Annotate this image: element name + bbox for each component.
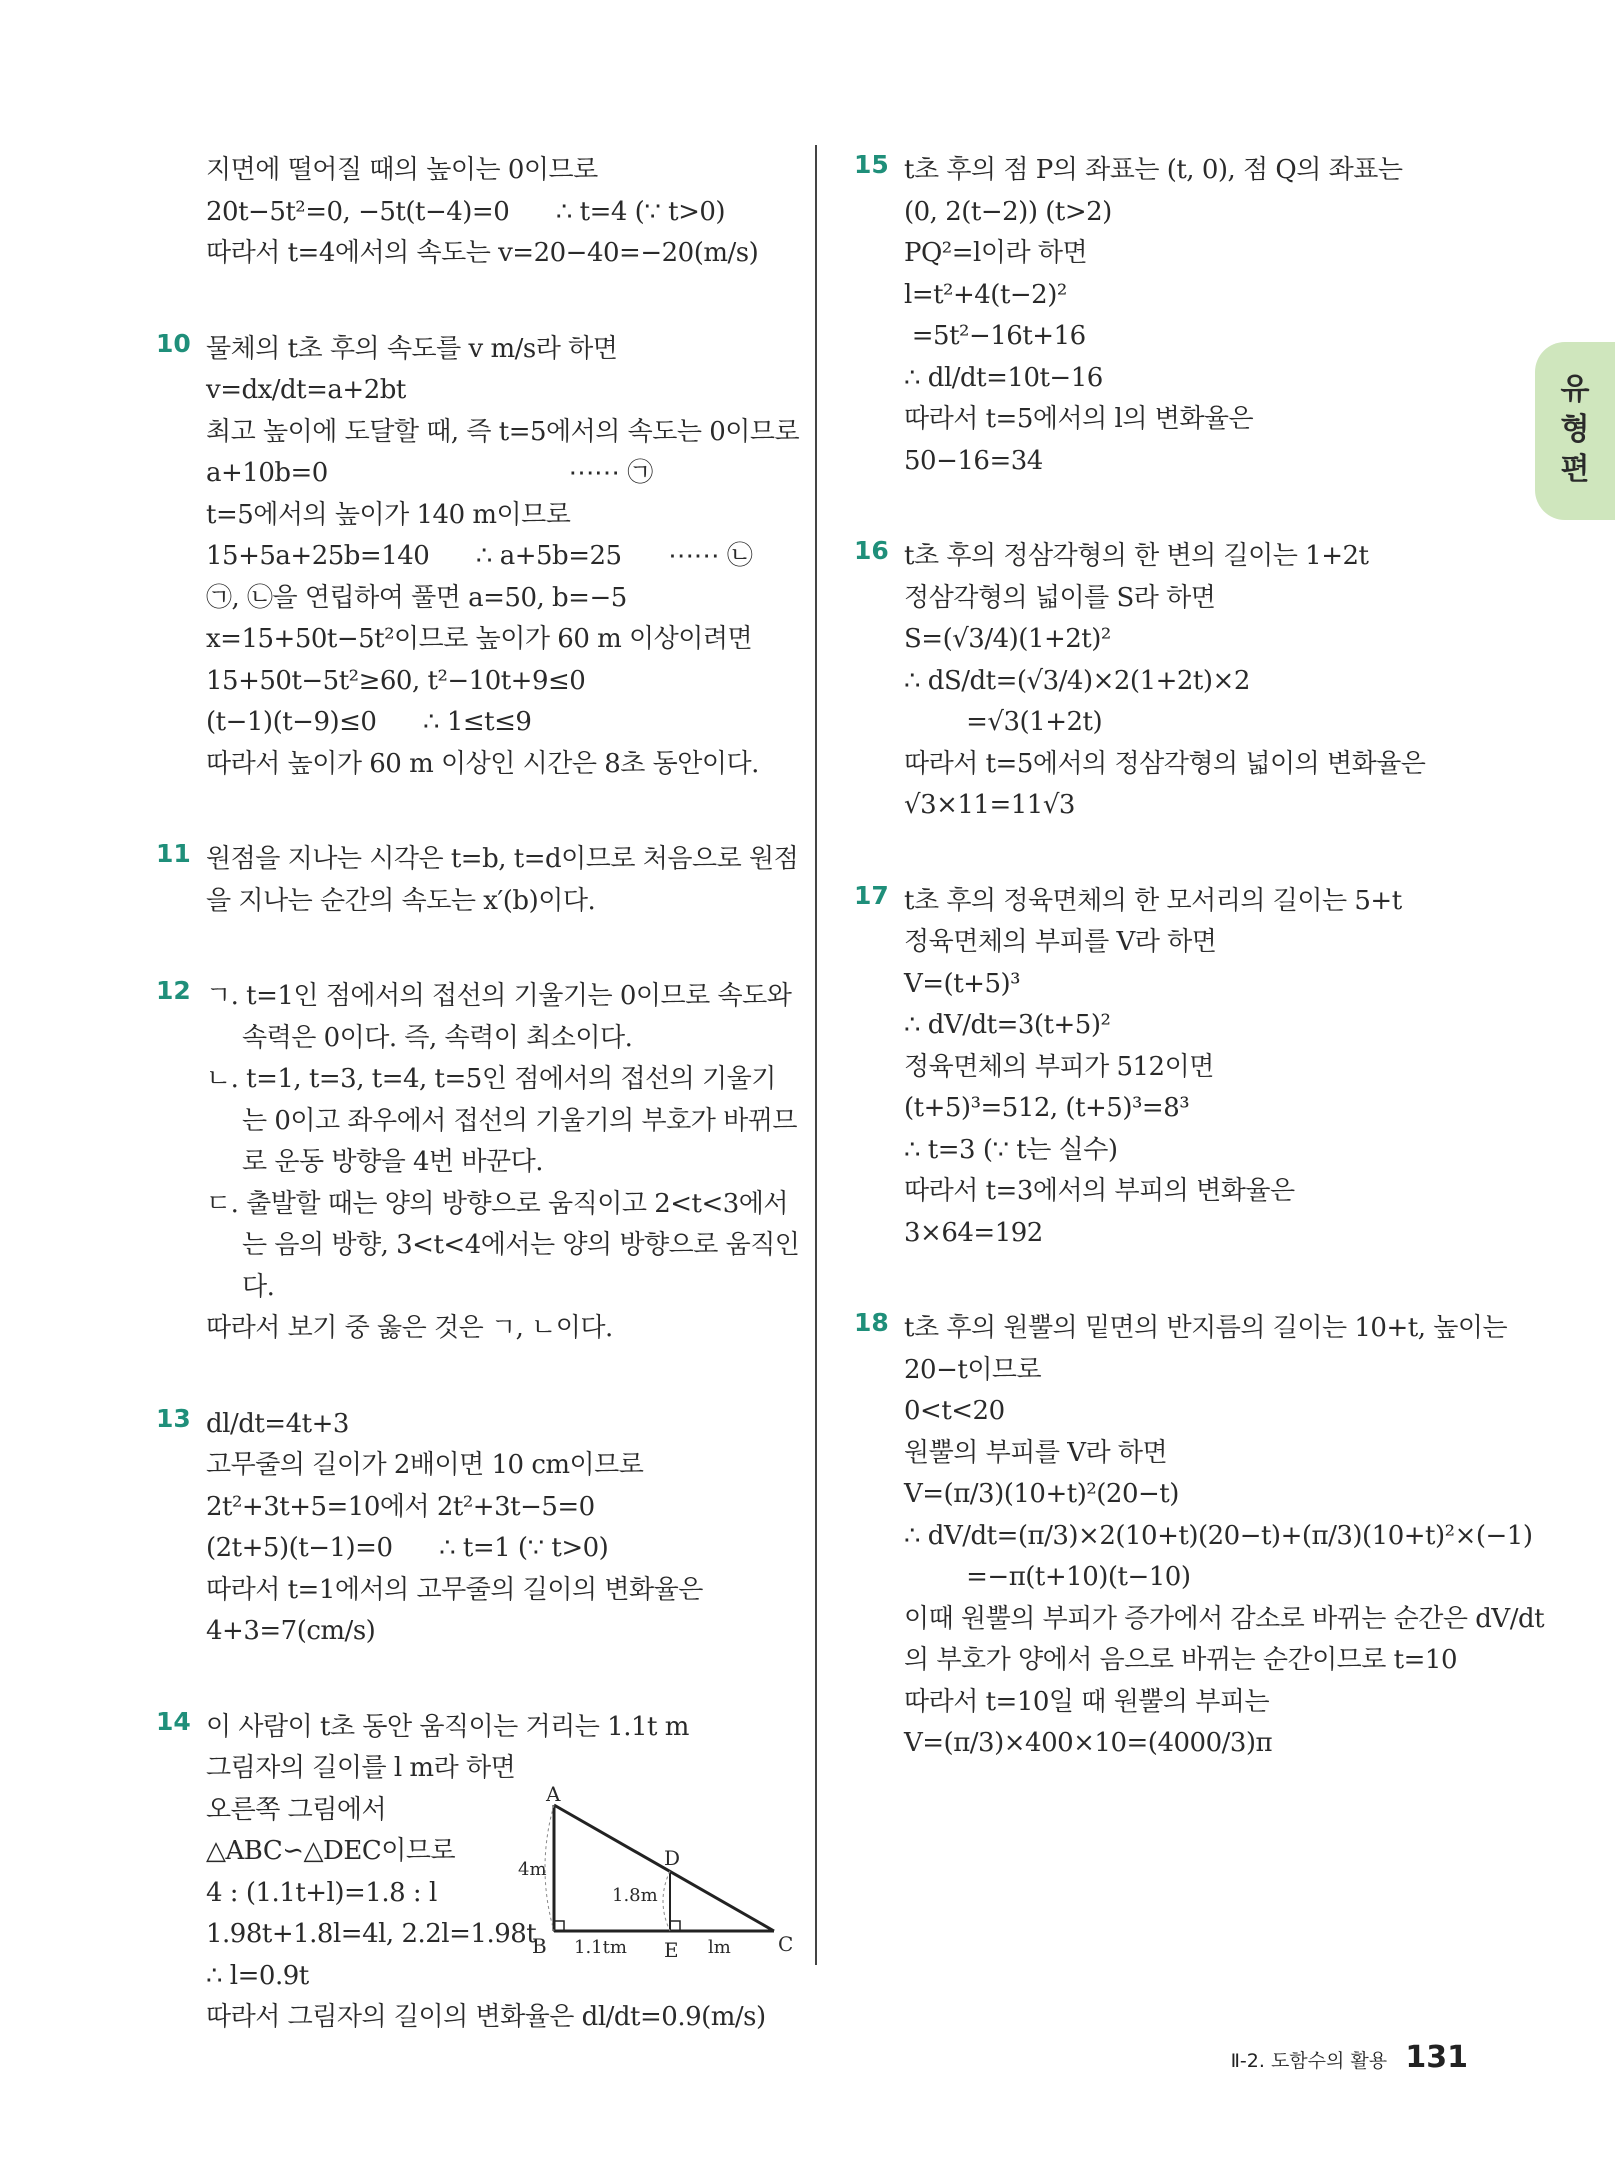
shadow-height-brace	[663, 1871, 670, 1931]
problem-18	[854, 1308, 1545, 1765]
problem-lines	[206, 329, 800, 786]
problem-number: 13	[156, 1403, 191, 1433]
solution-line: ∴ dV/dt=(π/3)×2(10+t)(20−t)+(π/3)(10+t)²×(−1)	[904, 1520, 1533, 1551]
solution-line: 따라서 t=10일 때 원뿔의 부피는	[904, 1686, 1270, 1717]
solution-line: 따라서 t=4에서의 속도는 v=20−40=−20(m/s)	[206, 238, 759, 268]
problem-number: 15	[854, 150, 889, 179]
solution-line: v=dx/dt=a+2bt	[206, 375, 406, 405]
solution-line: (t+5)³=512, (t+5)³=8³	[904, 1093, 1190, 1123]
solution-line: 20t−5t²=0, −5t(t−4)=0 ∴ t=4 (∵ t>0)	[206, 196, 726, 227]
problem-number: 18	[854, 1308, 889, 1337]
problem-11	[156, 839, 800, 922]
label-b: B	[532, 1933, 547, 1958]
solution-line: (2t+5)(t−1)=0 ∴ t=1 (∵ t>0)	[206, 1533, 609, 1563]
solution-line: 이 사람이 t초 동안 움직이는 거리는 1.1t m	[206, 1711, 689, 1742]
solution-line: 3×64=192	[904, 1217, 1043, 1248]
problem-12	[156, 976, 800, 1350]
solution-line: ∴ t=3 (∵ t는 실수)	[904, 1134, 1118, 1165]
solution-line: 1.98t+1.8l=4l, 2.2l=1.98t	[206, 1919, 537, 1949]
solution-line: 따라서 t=1에서의 고무줄의 길이의 변화율은	[206, 1574, 703, 1605]
problem-lines	[904, 536, 1498, 827]
solution-line: V=(t+5)³	[904, 968, 1021, 999]
choice-item: ㄷ. 출발할 때는 양의 방향으로 움직이고 2<t<3에서는 음의 방향, 3<t<4에서는 양의 방향으로 움직인다.	[206, 1188, 800, 1302]
solution-line: (0, 2(t−2)) (t>2)	[904, 196, 1112, 227]
solution-line: 오른쪽 그림에서	[206, 1794, 387, 1825]
solution-line: 물체의 t초 후의 속도를 v m/s라 하면	[206, 333, 618, 364]
problem-number: 17	[854, 880, 889, 910]
problem-number: 16	[854, 536, 889, 565]
solution-line: √3×11=11√3	[904, 790, 1075, 820]
solution-line: PQ²=l이라 하면	[904, 238, 1088, 268]
label-a: A	[546, 1781, 561, 1806]
solution-line: 의 부호가 양에서 음으로 바뀌는 순간이므로 t=10	[904, 1645, 1457, 1675]
page-footer	[1231, 2040, 1468, 2075]
solution-line: 15+50t−5t²≥60, t²−10t+9≤0	[206, 665, 586, 696]
solution-line: 최고 높이에 도달할 때, 즉 t=5에서의 속도는 0이므로	[206, 416, 800, 447]
solution-line: dl/dt=4t+3	[206, 1408, 349, 1439]
problem-lines	[206, 1404, 800, 1653]
problem-09-continued	[160, 150, 800, 275]
solution-line: t초 후의 점 P의 좌표는 (t, 0), 점 Q의 좌표는	[904, 155, 1403, 185]
problem-lines	[206, 839, 800, 922]
page-number: 131	[1405, 2040, 1468, 2075]
choice-item: ㄱ. t=1인 점에서의 접선의 기울기는 0이므로 속도와 속력은 0이다. 즉, 속력이 최소이다.	[206, 981, 792, 1053]
solution-line: (t−1)(t−9)≤0 ∴ 1≤t≤9	[206, 707, 532, 737]
solution-line: 0<t<20	[904, 1396, 1005, 1426]
solution-line: 4+3=7(cm/s)	[206, 1616, 376, 1646]
solution-line: 이때 원뿔의 부피가 증가에서 감소로 바뀌는 순간은 dV/dt	[904, 1603, 1545, 1634]
solution-line: 15+5a+25b=140 ∴ a+5b=25 ⋯⋯ ㉡	[206, 541, 753, 571]
problem-10	[156, 328, 800, 786]
solution-line: △ABC∽△DEC이므로	[206, 1836, 456, 1866]
problem-lines	[206, 976, 800, 1350]
problem-number: 10	[156, 328, 191, 358]
solution-line: V=(π/3)(10+t)²(20−t)	[904, 1479, 1179, 1509]
problem-lines	[904, 881, 1498, 1255]
solution-line: 따라서 그림자의 길이의 변화율은 dl/dt=0.9(m/s)	[206, 2002, 766, 2032]
left-column	[156, 150, 800, 2093]
label-height-4m: 4m	[518, 1858, 547, 1880]
solution-line: 원뿔의 부피를 V라 하면	[904, 1437, 1168, 1468]
solution-line: t=5에서의 높이가 140 m이므로	[206, 499, 571, 530]
side-tab-label: 유형편	[1560, 372, 1590, 487]
solution-line: 따라서 높이가 60 m 이상인 시간은 8초 동안이다.	[206, 748, 759, 779]
problem-number: 11	[156, 839, 191, 868]
solution-line: V=(π/3)×400×10=(4000/3)π	[904, 1728, 1273, 1758]
problem-lines	[904, 1308, 1545, 1765]
section-side-tab	[1535, 342, 1615, 520]
problem-16	[854, 536, 1498, 827]
solution-line: 따라서 t=5에서의 정삼각형의 넓이의 변화율은	[904, 748, 1426, 779]
label-shadow-ec: lm	[708, 1936, 731, 1958]
solution-line: 50−16=34	[904, 445, 1043, 476]
problem-number: 14	[156, 1706, 191, 1736]
choice-item: ㄴ. t=1, t=3, t=4, t=5인 점에서의 접선의 기울기는 0이고 좌우에서 접선의 기울기의 부호가 바뀌므로 운동 방향을 4번 바꾼다.	[206, 1064, 797, 1177]
solution-line: 따라서 t=3에서의 부피의 변화율은	[904, 1176, 1295, 1206]
solution-line: a+10b=0 ⋯⋯ ㉠	[206, 458, 653, 488]
label-height-1-8m: 1.8m	[612, 1884, 658, 1906]
problem-17	[854, 880, 1498, 1255]
solution-line: t초 후의 정삼각형의 한 변의 길이는 1+2t	[904, 541, 1369, 571]
solution-line: ∴ dV/dt=3(t+5)²	[904, 1010, 1111, 1040]
label-e: E	[664, 1937, 679, 1962]
solution-line: t초 후의 정육면체의 한 모서리의 길이는 5+t	[904, 885, 1402, 916]
solution-line: ∴ dS/dt=(√3/4)×2(1+2t)×2	[904, 665, 1250, 696]
solution-line: ∴ dl/dt=10t−16	[904, 362, 1103, 393]
solution-line: 지면에 떨어질 때의 높이는 0이므로	[206, 155, 598, 185]
solution-line: 20−t이므로	[904, 1354, 1042, 1385]
solution-line: =5t²−16t+16	[904, 321, 1086, 351]
similar-triangles-figure	[518, 1781, 794, 1965]
solution-line: =−π(t+10)(t−10)	[904, 1562, 1191, 1592]
problem-13	[156, 1403, 800, 1653]
problem-lines	[206, 150, 800, 275]
solution-line: 고무줄의 길이가 2배이면 10 cm이므로	[206, 1450, 644, 1480]
solution-line: x=15+50t−5t²이므로 높이가 60 m 이상이려면	[206, 624, 753, 654]
solution-line: 정육면체의 부피가 512이면	[904, 1051, 1214, 1082]
solution-line: 정삼각형의 넓이를 S라 하면	[904, 582, 1216, 613]
solution-line: 원점을 지나는 시각은 t=b, t=d이므로 처음으로 원점	[206, 844, 799, 874]
solution-line: 정육면체의 부피를 V라 하면	[904, 927, 1217, 957]
problem-number: 12	[156, 976, 191, 1005]
solution-line: 따라서 t=5에서의 l의 변화율은	[904, 404, 1254, 434]
right-column	[854, 150, 1545, 1819]
solution-line: =√3(1+2t)	[904, 707, 1103, 737]
label-distance-be: 1.1tm	[574, 1936, 627, 1958]
solution-line: 2t²+3t+5=10에서 2t²+3t−5=0	[206, 1491, 595, 1522]
solution-line: 그림자의 길이를 l m라 하면	[206, 1753, 516, 1783]
solution-line: S=(√3/4)(1+2t)²	[904, 624, 1111, 654]
footer-section-title: Ⅱ-2. 도함수의 활용	[1230, 2050, 1388, 2072]
problem-14	[156, 1706, 800, 2039]
solution-line: 을 지나는 순간의 속도는 x′(b)이다.	[206, 885, 596, 916]
solution-line: ㉠, ㉡을 연립하여 풀면 a=50, b=−5	[206, 582, 627, 613]
solution-line: t초 후의 원뿔의 밑면의 반지름의 길이는 10+t, 높이는	[904, 1313, 1508, 1343]
problem-lines	[904, 150, 1498, 482]
solution-line: ∴ l=0.9t	[206, 1960, 309, 1991]
solution-line: l=t²+4(t−2)²	[904, 279, 1067, 310]
solution-line: 따라서 보기 중 옳은 것은 ㄱ, ㄴ이다.	[206, 1313, 613, 1343]
label-d: D	[664, 1845, 681, 1870]
problem-15	[854, 150, 1498, 482]
column-divider	[815, 145, 817, 1965]
label-c: C	[778, 1931, 794, 1956]
solution-line: 4 : (1.1t+l)=1.8 : l	[206, 1877, 437, 1908]
